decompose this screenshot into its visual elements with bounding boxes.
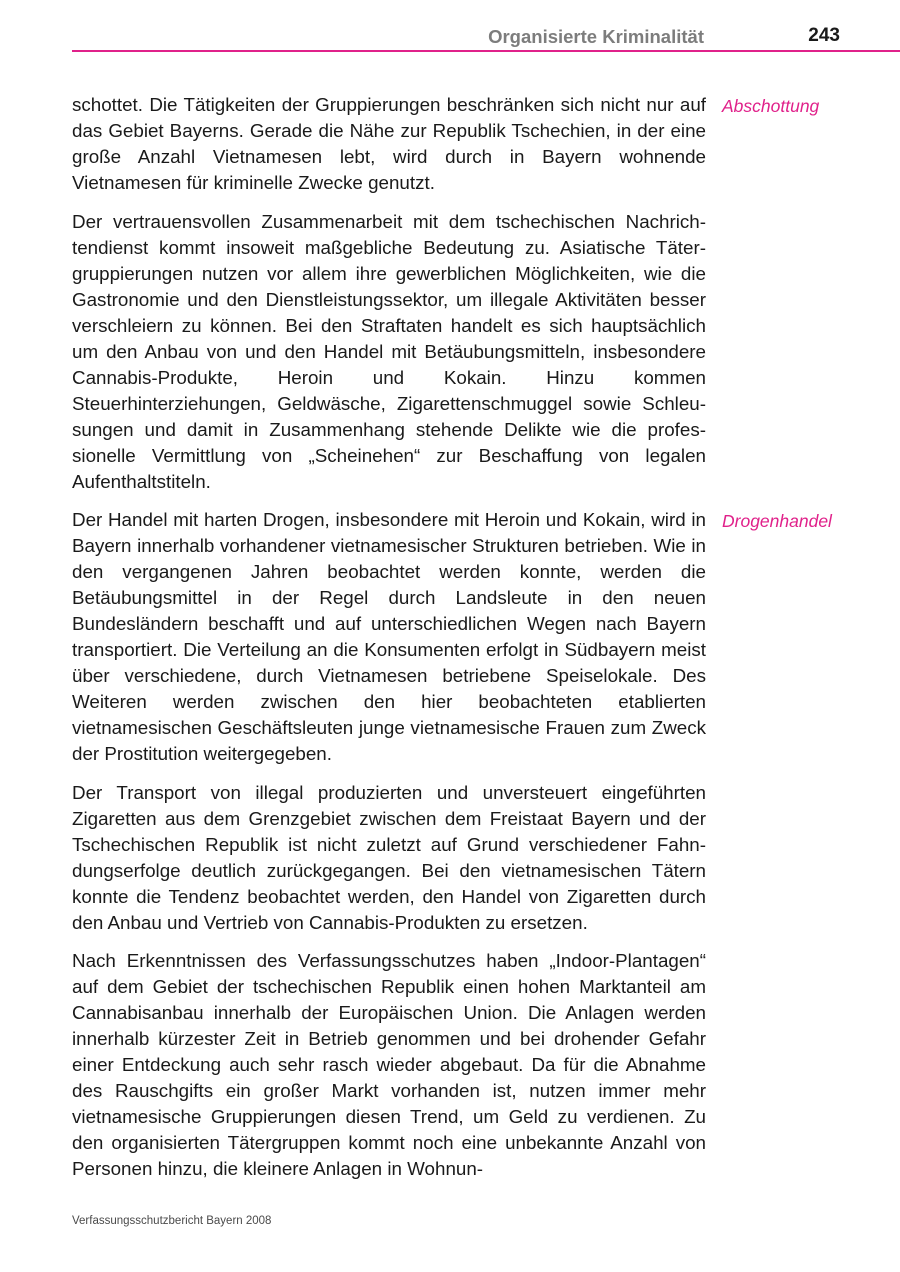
margin-note: Abschottung	[722, 96, 820, 116]
paragraph	[72, 948, 706, 1182]
paragraph-text: schottet. Die Tätigkeiten der Gruppierungen beschränken sich nicht nur auf das Gebiet Bayerns. Gerade die Nähe zur Republik Tschechien, in der eine große Anzahl Vietnamesen lebt, wird durch in Bayern wohnende Vietnamesen für kriminelle Zwecke genutzt.	[72, 94, 706, 193]
paragraph	[72, 780, 706, 936]
paragraph-text: Der vertrauensvollen Zusammenarbeit mit dem tschechischen Nachrichtendienst kommt insoweit maßgebliche Bedeutung zu. Asiatische Tätergruppierungen nutzen vor allem ihre gewerblichen Möglichkeiten, wie die Gastronomie und den Dienstleistungssektor, um illegale Aktivitäten besser verschleiern zu können. Bei den Straftaten handelt es sich hauptsächlich um den Anbau von und den Handel mit Betäubungsmitteln, insbesondere Cannabis-Produkte, Heroin und Kokain. Hinzu kommen Steuerhinterziehungen, Geldwäsche, Zigarettenschmuggel sowie Schleusungen und damit in Zusammenhang stehende Delikte wie die professionelle Vermittlung von „Scheinehen“ zur Beschaffung von legalen Aufenthaltstiteln.	[72, 210, 706, 492]
body-text	[72, 92, 832, 1195]
page-number: 243	[808, 25, 840, 46]
header-divider	[72, 50, 900, 52]
paragraph	[72, 92, 820, 196]
page-footer: Verfassungsschutzbericht Bayern 2008	[72, 1215, 272, 1227]
margin-note: Drogenhandel	[722, 511, 832, 531]
paragraph-text: Der Handel mit harten Drogen, insbesondere mit Heroin und Kokain, wird in Bayern innerhalb vorhandener vietnamesischer Strukturen betrieben. Wie in den vergangenen Jahren beobachtet werden konnte, werden die Betäubungsmittel in der Regel durch Landsleute in den neuen Bundesländern beschafft und auf unterschiedlichen Wegen nach Bayern transportiert. Die Verteilung an die Konsumenten erfolgt in Südbayern meist über verschiedene, durch Vietnamesen betriebene Speiselokale. Des Weiteren werden zwischen den hier beobachteten etablierten vietnamesischen Geschäftsleuten junge vietnamesische Frauen zum Zweck der Prostitution weitergegeben.	[72, 509, 706, 764]
paragraph-text: Nach Erkenntnissen des Verfassungsschutzes haben „Indoor-Plantagen“ auf dem Gebiet der tschechischen Republik einen hohen Marktanteil am Cannabisanbau innerhalb der Europäischen Union. Die Anlagen werden innerhalb kürzester Zeit in Betrieb genommen und bei drohender Gefahr einer Entdeckung auch sehr rasch wieder abgebaut. Da für die Abnahme des Rauschgifts ein großer Markt vorhanden ist, nutzen immer mehr vietnamesische Gruppierungen diesen Trend, um Geld zu verdienen. Zu den organisierten Tätergruppen kommt noch eine unbekannte Anzahl von Personen hinzu, die kleinere Anlagen in Wohnun-	[72, 950, 706, 1179]
paragraph	[72, 507, 832, 767]
chapter-title: Organisierte Kriminalität	[488, 26, 704, 47]
paragraph-text: Der Transport von illegal produzierten und unversteuert eingeführten Zigaretten aus dem Grenzgebiet zwischen dem Freistaat Bayern und der Tschechischen Republik ist nicht zuletzt auf Grund verschiedener Fahndungserfolge deutlich zurückgegangen. Bei den vietnamesischen Tätern konnte die Tendenz beobachtet werden, den Handel von Zigaretten durch den Anbau und Vertrieb von Cannabis-Produkten zu ersetzen.	[72, 781, 706, 933]
running-header	[72, 22, 900, 52]
paragraph	[72, 209, 706, 495]
